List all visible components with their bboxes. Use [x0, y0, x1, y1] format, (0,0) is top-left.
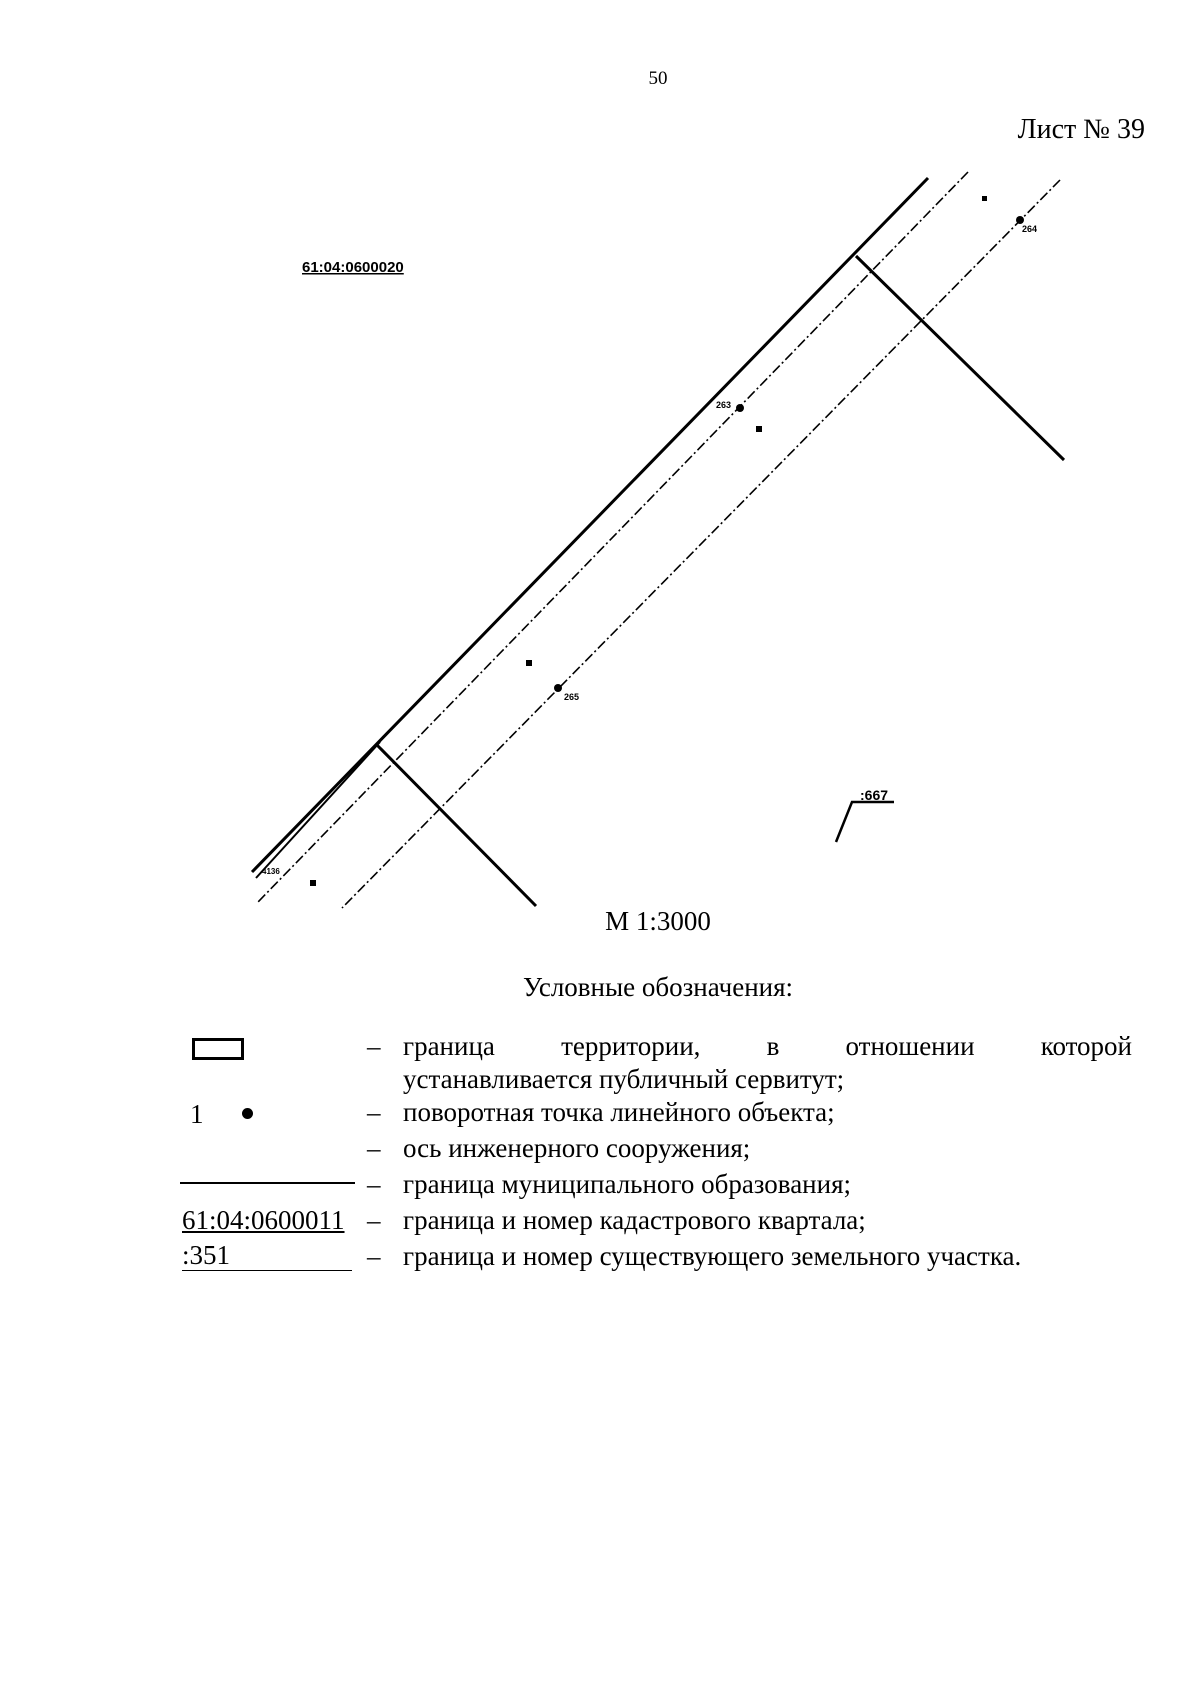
- legend-symbol-point: [180, 1096, 355, 1132]
- turning-point-263: [736, 404, 744, 412]
- point-label-265: 265: [564, 692, 580, 702]
- legend-dash: –: [367, 1241, 381, 1271]
- survey-marker-2: [526, 660, 532, 666]
- sheet-label: Лист № 39: [1017, 114, 1145, 145]
- survey-marker-3: [310, 880, 316, 886]
- legend-text: ось инженерного сооружения;: [403, 1133, 751, 1163]
- turning-point-265: [554, 684, 562, 692]
- parcel-label: :667: [860, 787, 889, 803]
- legend-dash: –: [367, 1031, 381, 1061]
- legend-text-line2: устанавливается публичный сервитут;: [403, 1064, 845, 1094]
- legend-row-axis: [180, 1132, 1132, 1168]
- legend-row-municipal: [180, 1168, 1132, 1204]
- legend-dash: –: [367, 1133, 381, 1163]
- legend-row-servitude: [180, 1030, 1132, 1096]
- point-dot-icon: [242, 1108, 253, 1119]
- servitude-boundary-2: [342, 180, 1060, 908]
- point-number-label: 1: [190, 1099, 204, 1129]
- survey-marker-4: [982, 196, 987, 201]
- boundary-line-main: [252, 178, 928, 872]
- point-label-263: 263: [716, 400, 732, 410]
- legend-row-turning-point: [180, 1096, 1132, 1132]
- legend-text: граница и номер кадастрового квартала;: [403, 1205, 866, 1235]
- point-label-264: 264: [1022, 224, 1038, 234]
- legend-symbol-empty: [180, 1132, 355, 1168]
- legend-text-line1: граница территории, в отношении которой: [403, 1031, 1132, 1061]
- legend-text: [403, 1030, 1132, 1096]
- legend-row-parcel: [180, 1240, 1132, 1276]
- map-scale: М 1:3000: [605, 906, 711, 936]
- legend-dash: –: [367, 1169, 381, 1199]
- cross-segment-bottom: [376, 744, 536, 906]
- rectangle-icon: [192, 1038, 244, 1060]
- point-label-4136: 4136: [262, 867, 280, 876]
- legend-symbol-cadastral: [180, 1204, 355, 1240]
- solid-line-icon: [180, 1182, 355, 1184]
- legend-dash: –: [367, 1097, 381, 1127]
- turning-point-264: [1016, 216, 1024, 224]
- page-number: 50: [648, 68, 668, 89]
- cadastral-number-label: 61:04:0600011: [182, 1205, 345, 1235]
- legend-symbol-line: [180, 1168, 355, 1204]
- block-label: 61:04:0600020: [302, 259, 404, 276]
- legend-row-cadastral: [180, 1204, 1132, 1240]
- parcel-number-label: :351: [182, 1240, 352, 1271]
- survey-marker-1: [756, 426, 762, 432]
- legend-text: граница муниципального образования;: [403, 1169, 852, 1199]
- legend-text: поворотная точка линейного объекта;: [403, 1097, 835, 1127]
- parcel-leader-line: [836, 802, 894, 842]
- legend-symbol-rectangle: [180, 1030, 355, 1096]
- legend-title: Условные обозначения:: [522, 972, 794, 1002]
- legend-symbol-parcel: [180, 1240, 355, 1276]
- cross-segment-top: [856, 256, 1064, 460]
- boundary-line-lower: [256, 742, 380, 878]
- legend: [180, 1030, 1132, 1276]
- legend-text: граница и номер существующего земельного участка.: [403, 1241, 1022, 1271]
- legend-dash: –: [367, 1205, 381, 1235]
